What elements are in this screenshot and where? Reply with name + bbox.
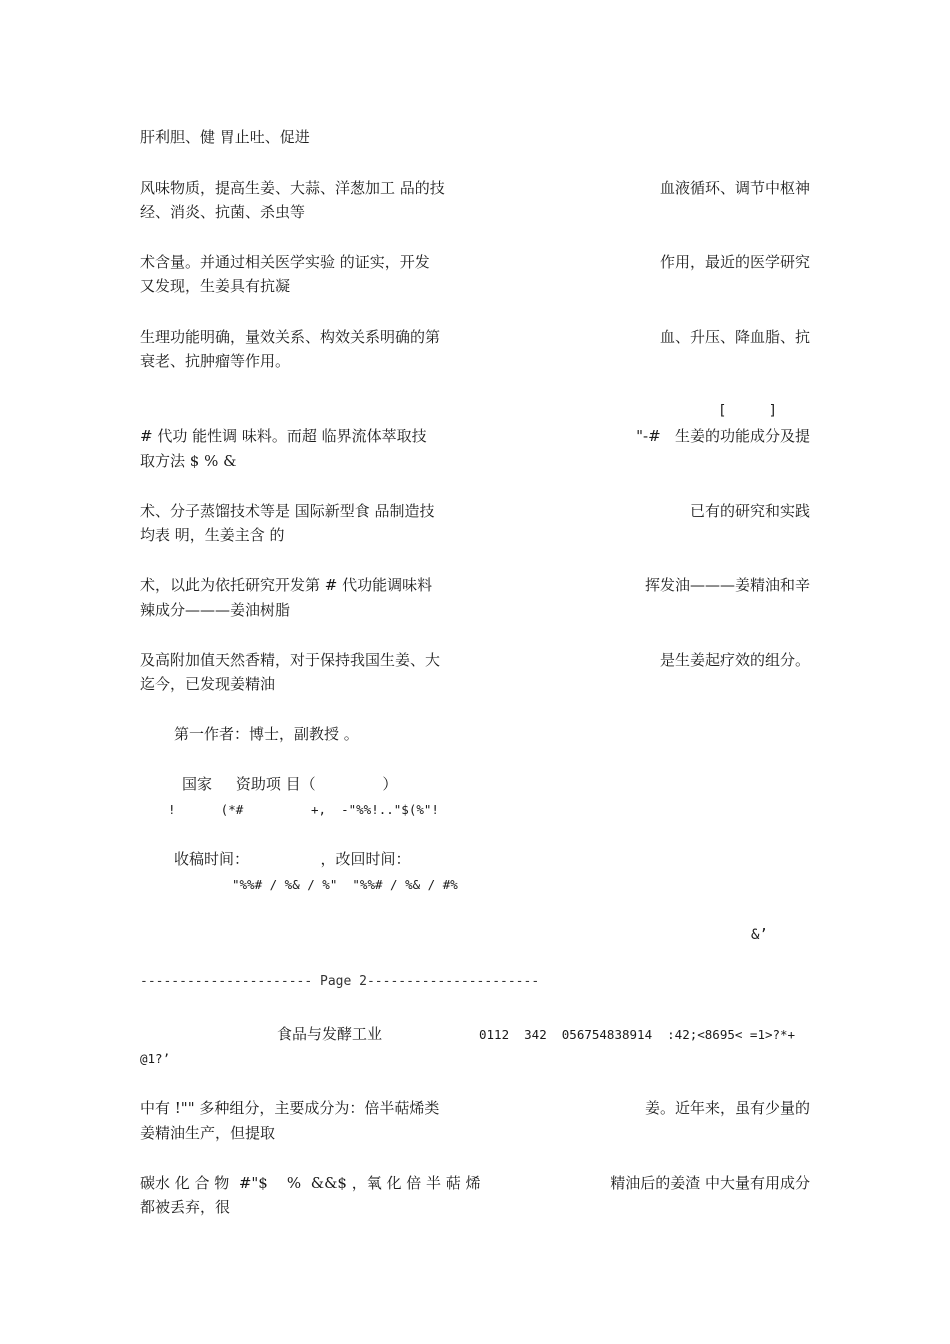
text-line-right: 作用，最近的医学研究 bbox=[659, 253, 810, 271]
received-note: 收稿时间： ，改回时间： bbox=[174, 850, 411, 868]
received-dates: "%%# / %& / %" "%%# / %& / #% bbox=[232, 877, 458, 892]
text-line: 均表 明，生姜主含 的 bbox=[140, 526, 285, 544]
journal-code: 0112 342 056754838914 :42;<8695< =1>?*+ bbox=[479, 1027, 796, 1042]
text-line: 及高附加值天然香精，对于保持我国生姜、大 bbox=[140, 651, 441, 669]
text-line: 衰老、抗肿瘤等作用。 bbox=[140, 352, 291, 370]
text-line: 迄今，已发现姜精油 bbox=[140, 675, 276, 693]
fund-note: 国家 资助项 目（ ） bbox=[182, 775, 398, 793]
text-line-right: 已有的研究和实践 bbox=[689, 502, 810, 520]
text-line: 肝利胆、健 胃止吐、促进 bbox=[140, 128, 310, 146]
author-note: 第一作者：博士，副教授 。 bbox=[174, 725, 359, 743]
text-line: 术含量。并通过相关医学实验 的证实，开发 bbox=[140, 253, 430, 271]
page-separator: ---------------------- Page 2---------------------- bbox=[140, 974, 540, 989]
fund-code: ! (*# +, -"%%!.."$(%"! bbox=[168, 802, 439, 817]
text-line: # 代功 能性调 味料。而超 临界流体萃取技 bbox=[140, 427, 427, 445]
text-line: 风味物质，提高生姜、大蒜、洋葱加工 品的技 bbox=[140, 179, 445, 197]
text-line: 中有 !"" 多种组分，主要成分为：倍半萜烯类 bbox=[140, 1099, 440, 1117]
text-line-right: "-# 生姜的功能成分及提 bbox=[636, 427, 810, 445]
text-line-right: 血、升压、降血脂、抗 bbox=[659, 328, 810, 346]
text-line-right: 血液循环、调节中枢神 bbox=[659, 179, 810, 197]
page-mark: &’ bbox=[751, 927, 768, 943]
journal-code-continued: @1?’ bbox=[140, 1051, 171, 1066]
text-line-right: 是生姜起疗效的组分。 bbox=[659, 651, 810, 669]
text-line: 又发现，生姜具有抗凝 bbox=[140, 277, 291, 295]
journal-title: 食品与发酵工业 bbox=[277, 1025, 383, 1043]
text-line: 碳水 化 合 物 #"$ % &&$ ，氧 化 倍 半 萜 烯 bbox=[140, 1174, 481, 1192]
text-line: 辣成分———姜油树脂 bbox=[140, 601, 291, 619]
text-line: 生理功能明确，量效关系、构效关系明确的第 bbox=[140, 328, 441, 346]
text-line: 术、分子蒸馏技术等是 国际新型食 品制造技 bbox=[140, 502, 435, 520]
text-line-right: 挥发油———姜精油和辛 bbox=[644, 576, 810, 594]
text-line: 姜精油生产，但提取 bbox=[140, 1124, 276, 1142]
reference-bracket: [ ] bbox=[718, 403, 778, 419]
text-line-right: 精油后的姜渣 中大量有用成分 bbox=[610, 1174, 810, 1192]
text-line: 术，以此为依托研究开发第 # 代功能调味料 bbox=[140, 576, 433, 594]
text-line: 经、消炎、抗菌、杀虫等 bbox=[140, 203, 306, 221]
text-line-right: 姜。近年来，虽有少量的 bbox=[644, 1099, 810, 1117]
text-line: 取方法 $ % & bbox=[140, 452, 237, 470]
text-line: 都被丢弃，很 bbox=[140, 1198, 231, 1216]
